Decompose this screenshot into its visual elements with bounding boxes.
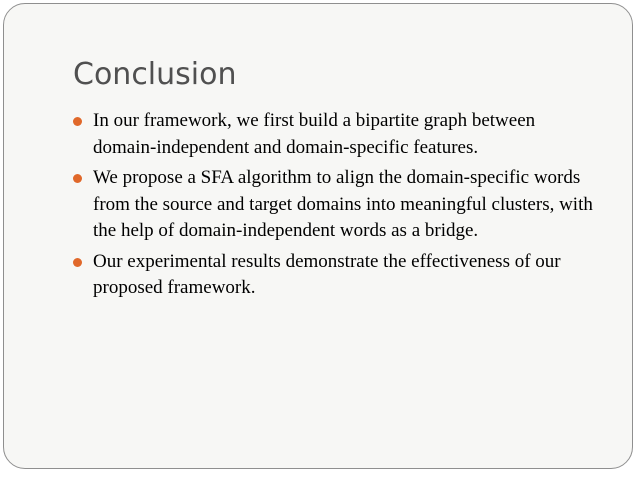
bullet-item <box>73 165 593 245</box>
slide-title: Conclusion <box>73 57 237 92</box>
bullet-item <box>73 108 593 161</box>
slide <box>3 3 633 469</box>
bullet-text: In our framework, we first build a bipartite graph between domain-independent and domain-specific features. <box>93 110 536 158</box>
bullet-dot-icon <box>73 117 82 126</box>
bullet-item <box>73 249 593 302</box>
bullet-dot-icon <box>73 174 82 183</box>
bullet-list <box>73 108 593 306</box>
bullet-text: Our experimental results demonstrate the effectiveness of our proposed framework. <box>93 250 561 298</box>
bullet-text: We propose a SFA algorithm to align the domain-specific words from the source and target domains into meaningful clusters, with the help of domain-independent words as a bridge. <box>93 167 593 241</box>
bullet-dot-icon <box>73 258 82 267</box>
